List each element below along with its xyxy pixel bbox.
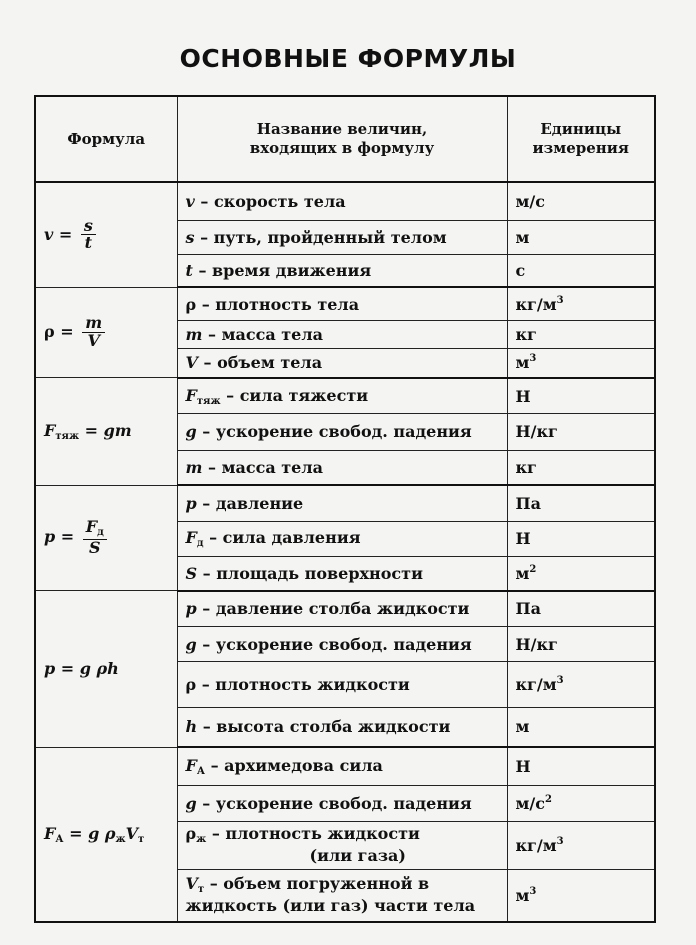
table-row [35,485,655,521]
unit-cell: м [507,220,655,254]
unit-cell: с [507,254,655,287]
unit-cell: $м^2$ [507,556,655,590]
table-row [35,378,655,414]
quantity-description: s – путь, пройденный телом [177,220,507,254]
unit-cell: $кг/м^3$ [507,821,655,869]
formula-liquid-pressure: p = g ρh [35,591,177,748]
quantity-description: v – скорость тела [177,182,507,220]
formula-velocity: v = $\frac{s}{t}$ [35,182,177,287]
quantity-description: m – масса тела [177,321,507,349]
quantity-description: $V_т$ – объем погруженной в жидкость (или газ) части тела [177,870,507,922]
unit-cell: $кг/м^3$ [507,287,655,320]
quantity-description: ρ – плотность жидкости [177,662,507,707]
header-row [35,96,655,182]
quantity-description: S – площадь поверхности [177,556,507,590]
quantity-description: $F_А$ – архимедова сила [177,747,507,785]
quantity-description: g – ускорение свобод. падения [177,627,507,662]
quantity-description: t – время движения [177,254,507,287]
table-row [35,591,655,627]
quantity-description: $\rho_ж$ – плотность жидкости (или газа) [177,821,507,869]
quantity-description: m – масса тела [177,450,507,485]
header-name: Название величин, входящих в формулу [177,96,507,182]
unit-cell: $кг/м^3$ [507,662,655,707]
unit-cell: Н [507,521,655,556]
unit-cell: кг [507,450,655,485]
page-title: ОСНОВНЫЕ ФОРМУЛЫ [179,44,517,73]
quantity-description: h – высота столба жидкости [177,707,507,747]
formula-density: ρ = $\frac{m}{V}$ [35,287,177,377]
table-row [35,287,655,320]
quantity-description: g – ускорение свобод. падения [177,785,507,821]
unit-cell: м/с [507,182,655,220]
quantity-description: p – давление столба жидкости [177,591,507,627]
unit-cell: Н [507,378,655,414]
unit-cell: Па [507,485,655,521]
unit-cell: Па [507,591,655,627]
formula-table [34,95,656,923]
quantity-description: $F_д$ – сила давления [177,521,507,556]
unit-cell: кг [507,321,655,349]
unit-cell: Н [507,747,655,785]
unit-cell: $м/с^2$ [507,785,655,821]
table-row [35,182,655,220]
quantity-description: g – ускорение свобод. падения [177,414,507,450]
unit-cell: м [507,707,655,747]
unit-cell: $м^3$ [507,870,655,922]
formula-pressure: p = $\frac{F_д}{S}$ [35,485,177,590]
unit-cell: Н/кг [507,414,655,450]
table-row [35,747,655,785]
quantity-description: $F_{тяж}$ – сила тяжести [177,378,507,414]
quantity-description: V – объем тела [177,349,507,378]
formula-gravity-force: $F_{тяж}$ = gm [35,378,177,485]
unit-cell: $м^3$ [507,349,655,378]
quantity-description: p – давление [177,485,507,521]
quantity-description: ρ – плотность тела [177,287,507,320]
header-units: Единицы измерения [507,96,655,182]
header-formula: Формула [35,96,177,182]
unit-cell: Н/кг [507,627,655,662]
formula-archimedes: $F_А = g$ $\rho_жV_т$ [35,747,177,922]
